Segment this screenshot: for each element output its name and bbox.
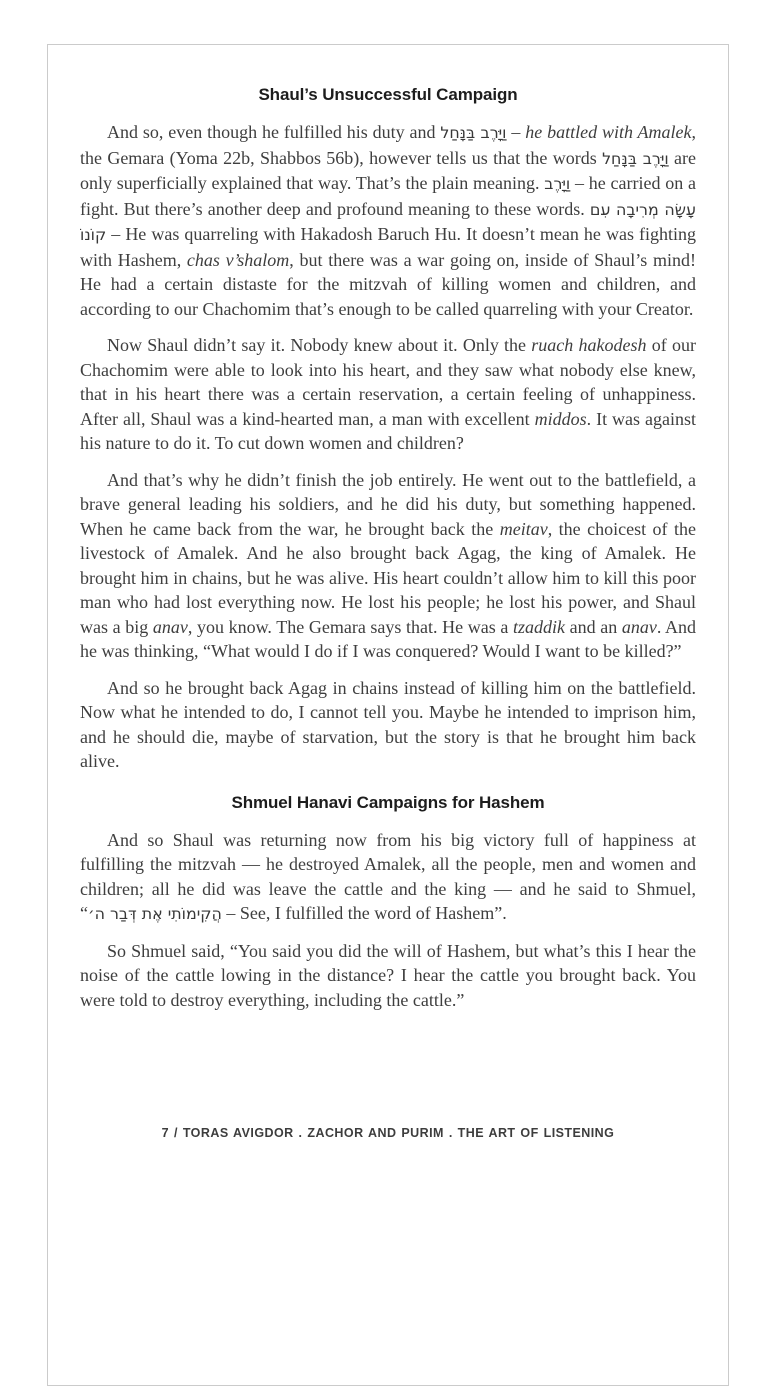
paragraph: So Shmuel said, “You said you did the will of Hashem, but what’s this I hear the noise of the cattle lowing in the distance? I hear the cattle you brought back. You were told to destroy everything, including the cattle.” [80,940,696,1010]
section-heading: Shaul’s Unsuccessful Campaign [258,85,518,104]
paragraph: Now Shaul didn’t say it. Nobody knew about it. Only the ruach hakodesh of our Chachomim were able to look into his heart, and they saw what nobody else knew, that in his heart there was a certain reservation, a certain feeling of unhappiness. After all, Shaul was a kind-hearted man, a man with excellent middos. It was against his nature to do it. To cut down women and children? [80,335,696,453]
page-content [80,85,696,1012]
section-shauls-unsuccessful-campaign [80,85,696,774]
footer-text: 7 / TORAS AVIGDOR . ZACHOR AND PURIM . THE ART OF LISTENING [161,1126,615,1140]
paragraph: And that’s why he didn’t finish the job entirely. He went out to the battlefield, a brave general leading his soldiers, and he did his duty, but something happened. When he came back from the war, he brought back the meitav, the choicest of the livestock of Amalek. And he also brought back Agag, the king of Amalek. He brought him in chains, but he was alive. His heart couldn’t allow him to kill this poor man who had lost everything now. He lost his people; he lost his power, and Shaul was a big anav, you know. The Gemara says that. He was a tzaddik and an anav. And he was thinking, “What would I do if I was conquered? Would I want to be killed?” [80,469,697,661]
paragraph: And so he brought back Agag in chains instead of killing him on the battlefield. Now what he intended to do, I cannot tell you. Maybe he intended to imprison him, and he should die, maybe of starvation, but the story is that he brought him back alive. [80,677,696,771]
page-footer [48,1126,728,1140]
paragraph: And so, even though he fulfilled his duty and וַיָּרֶב בַּנָּחַל – he battled with Amalek, the Gemara (Yoma 22b, Shabbos 56b), however tells us that the words וַיָּרֶב בַּנָּחַל are only superficially explained that way. That’s the plain meaning. וַיָּרֶב – he carried on a fight. But there’s another deep and profound meaning to these words. עָשָׂה מְרִיבָה עִם קוֹנוֹ – He was quarreling with Hakadosh Baruch Hu. It doesn’t mean he was fighting with Hashem, chas v’shalom, but there was a war going on, inside of Shaul’s mind! He had a certain distaste for the mitzvah of killing women and children, and according to our Chachomim that’s enough to be called quarreling with your Creator. [80,122,697,319]
book-page [47,44,729,1386]
section-heading: Shmuel Hanavi Campaigns for Hashem [231,792,545,812]
section-shmuel-hanavi-campaigns [80,793,696,1013]
paragraph: And so Shaul was returning now from his big victory full of happiness at fulfilling the mitzvah — he destroyed Amalek, all the people, men and women and children; all he did was leave the cattle and the king — and he said to Shmuel, “הֲקִימוֹתִי אֶת דְּבַר ה׳ – See, I fulfilled the word of Hashem”. [80,829,696,923]
